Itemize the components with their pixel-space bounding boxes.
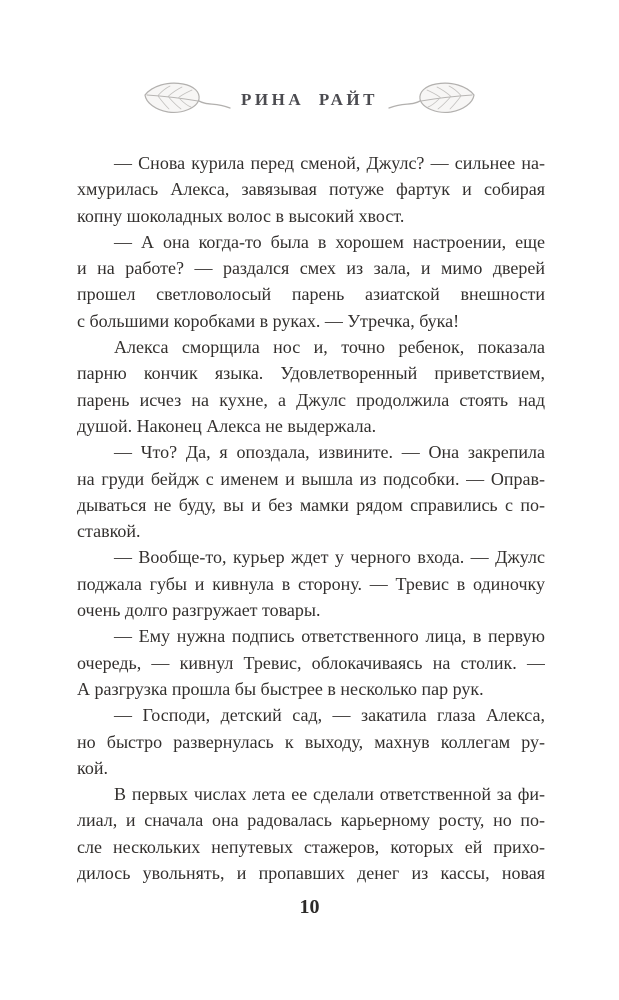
paragraph: [77, 229, 545, 334]
text-line: дываться не буду, вы и без мамки рядом справились с по-: [77, 494, 545, 515]
text-line: но быстро развернулась к выходу, махнув коллегам ру-: [77, 731, 545, 752]
text-line: прошел светловолосый парень азиатской внешности: [77, 284, 545, 305]
leaf-ornament-icon: [142, 80, 232, 120]
page-number: 10: [299, 896, 320, 919]
text-line: душой. Наконец Алекса не выдержала.: [77, 415, 377, 436]
text-line: очередь, — кивнул Тревис, облокачиваясь на столик. —: [77, 652, 545, 673]
text-line: — Вообще-то, курьер ждет у черного входа. — Джулс: [114, 547, 545, 568]
paragraph: [77, 544, 545, 623]
text-line: дилось увольнять, и пропавших денег из кассы, новая: [77, 863, 545, 884]
text-line: копну шоколадных волос в высокий хвост.: [77, 205, 405, 226]
text-line: В первых числах лета ее сделали ответственной за фи-: [114, 784, 545, 805]
text-line: — Снова курила перед сменой, Джулс? — сильнее на-: [114, 153, 545, 173]
leaf-ornament-icon: [387, 80, 477, 120]
paragraph: [77, 439, 545, 544]
paragraph: [77, 334, 545, 439]
text-line: — Господи, детский сад, — закатила глаза Алекса,: [114, 705, 545, 726]
text-line: ставкой.: [77, 521, 141, 542]
author-name: РИНА РАЙТ: [241, 90, 378, 109]
paragraph: [77, 702, 545, 781]
page-footer: [0, 896, 619, 919]
text-line: парень исчез на кухне, а Джулс продолжила стоять над: [77, 389, 545, 410]
text-line: очень долго разгружает товары.: [77, 600, 321, 621]
text-line: лиал, и сначала она радовалась карьерному росту, но по-: [77, 810, 545, 831]
text-line: поджала губы и кивнула в сторону. — Тревис в одиночку: [77, 573, 545, 594]
text-line: парню кончик языка. Удовлетворенный приветствием,: [77, 363, 545, 384]
text-line: хмурилась Алекса, завязывая потуже фартук и собирая: [77, 179, 545, 200]
text-line: — Что? Да, я опоздала, извините. — Она закрепила: [114, 442, 545, 463]
paragraph: [77, 781, 545, 886]
paragraph: [77, 623, 545, 702]
text-line: — Ему нужна подпись ответственного лица, в первую: [114, 626, 545, 647]
body-text: [77, 150, 545, 886]
text-line: сле нескольких непутевых стажеров, которых ей прихо-: [77, 836, 545, 857]
text-line: на груди бейдж с именем и вышла из подсобки. — Оправ-: [77, 468, 545, 489]
paragraph: [77, 150, 545, 229]
text-line: — А она когда-то была в хорошем настроении, еще: [114, 231, 545, 252]
text-line: А разгрузка прошла бы быстрее в несколько пар рук.: [77, 678, 484, 699]
text-line: и на работе? — раздался смех из зала, и мимо дверей: [77, 258, 545, 279]
text-line: Алекса сморщила нос и, точно ребенок, показала: [114, 337, 545, 358]
page-header: [0, 0, 619, 120]
text-line: кой.: [77, 757, 108, 778]
text-line: с большими коробками в руках. — Утречка, бука!: [77, 310, 460, 331]
